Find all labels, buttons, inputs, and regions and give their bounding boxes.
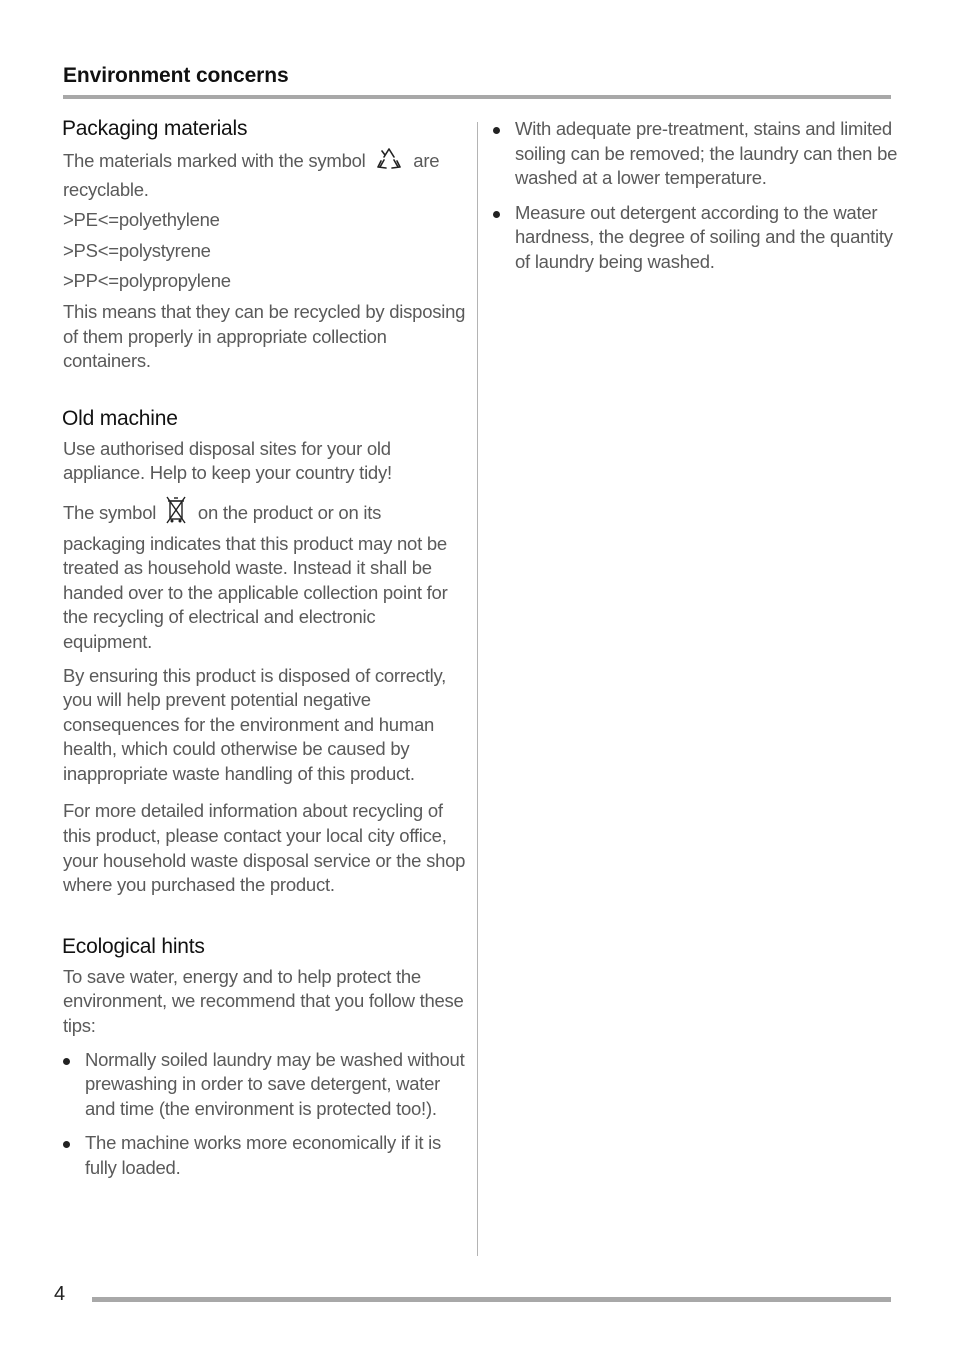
right-column <box>492 117 904 285</box>
bullet-dot-icon <box>63 1141 70 1148</box>
crossed-out-bin-icon <box>165 495 187 532</box>
ecological-tips-right <box>492 117 904 275</box>
bullet-dot-icon <box>63 1058 70 1065</box>
column-divider <box>477 122 478 1256</box>
list-item <box>492 117 904 191</box>
old-machine-para1: Use authorised disposal sites for your old appliance. Help to keep your country tidy! <box>63 437 392 484</box>
recycle-icon <box>376 147 402 178</box>
packaging-closing: This means that they can be recycled by disposing of them properly in appropriate collection containers. <box>63 300 466 372</box>
tip-text: Normally soiled laundry may be washed without prewashing in order to save detergent, water and time (the environment is protected too!). <box>85 1048 465 1119</box>
bullet-dot-icon <box>493 127 500 134</box>
list-item <box>62 1131 466 1180</box>
tip-text: The machine works more economically if it is fully loaded. <box>85 1132 442 1178</box>
ecological-heading: Ecological hints <box>62 934 205 958</box>
list-item <box>492 201 904 275</box>
page-title: Environment concerns <box>63 64 289 87</box>
old-machine-para2 <box>63 495 466 655</box>
packaging-intro-text: The materials marked with the symbol <box>63 150 371 171</box>
ecological-intro: To save water, energy and to help protect the environment, we recommend that you follow these tips: <box>63 965 464 1037</box>
material-ps: >PS<=polystyrene <box>63 239 211 261</box>
list-item <box>62 1048 466 1122</box>
old-machine-heading: Old machine <box>62 406 178 430</box>
packaging-intro-text-2: are recyclable. <box>63 150 440 200</box>
old-machine-para3: By ensuring this product is disposed of correctly, you will help prevent potential negative consequences for the environment and human health, which could otherwise be caused by inappropriate waste handling of this product. <box>63 664 447 784</box>
old-machine-para2-start: The symbol <box>63 501 162 523</box>
tip-text: With adequate pre-treatment, stains and limited soiling can be removed; the laundry can then be washed at a lower temperature. <box>515 118 898 189</box>
packaging-intro <box>63 147 466 202</box>
footer-rule <box>92 1297 891 1302</box>
material-pp: >PP<=polypropylene <box>63 270 231 292</box>
title-rule <box>63 95 891 99</box>
packaging-heading: Packaging materials <box>62 117 248 140</box>
old-machine-para4: For more detailed information about recycling of this product, please contact your local city office, your household waste disposal service or the shop where you purchased the product. <box>63 800 466 896</box>
left-column <box>62 117 466 1191</box>
bullet-dot-icon <box>493 211 500 218</box>
tip-text: Measure out detergent according to the water hardness, the degree of soiling and the quantity of laundry being washed. <box>515 201 893 272</box>
ecological-tips-left <box>62 1048 466 1181</box>
material-pe: >PE<=polyethylene <box>63 209 220 231</box>
old-machine-para2-rest: on the product or on its packaging indicates that this product may not be treated as household waste. Instead it shall be handed over to the applicable collection point for the recycling of electrical and electronic equipment. <box>63 501 448 652</box>
page-number: 4 <box>54 1283 66 1305</box>
